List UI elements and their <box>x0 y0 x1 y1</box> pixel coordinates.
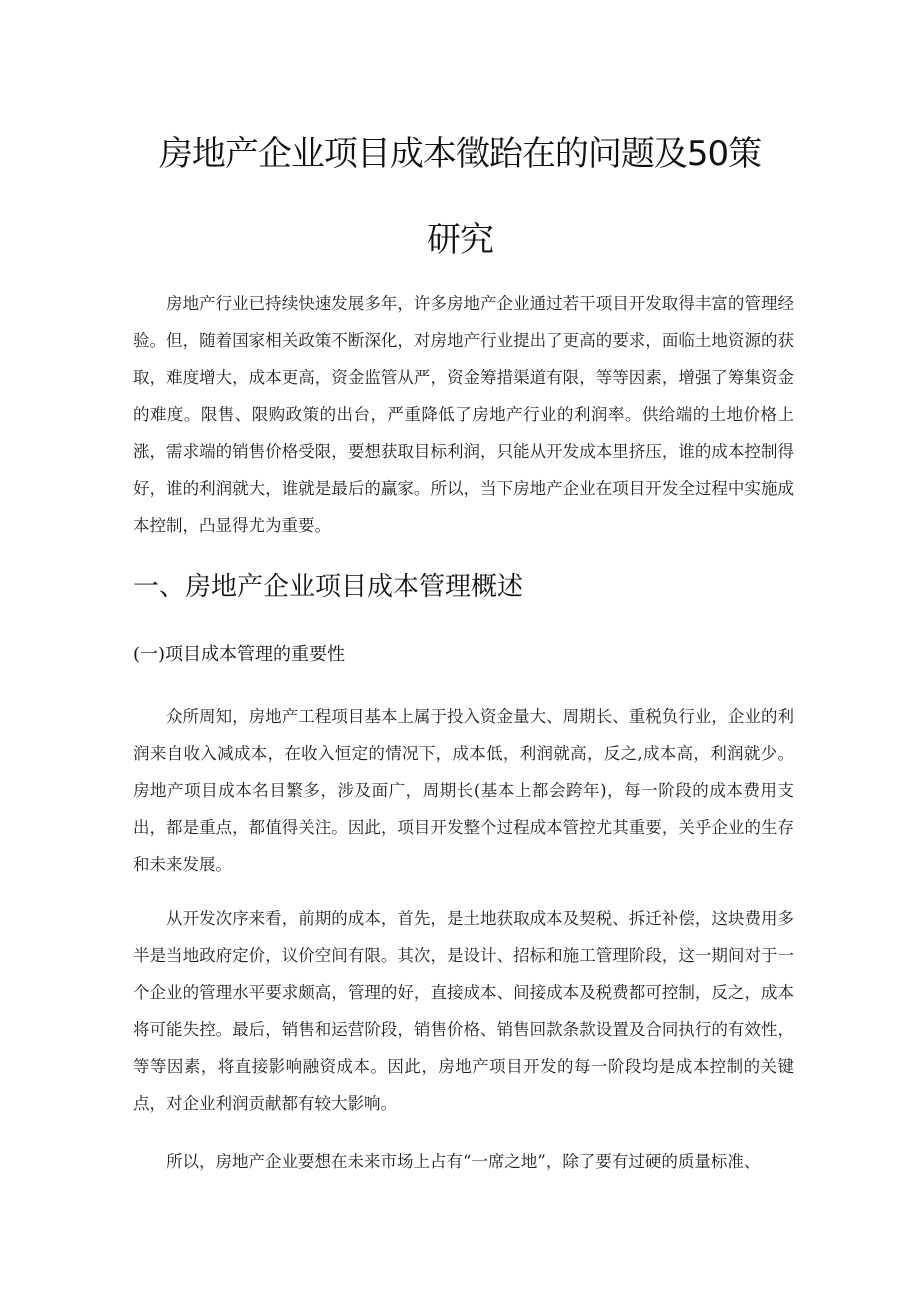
section-heading: 一、房地产企业项目成本管理概述 <box>133 572 524 602</box>
intro-paragraph: 房地产行业已持续快速发展多年，许多房地产企业通过若干项目开发取得丰富的管理经验。但，随着国家相关政策不断深化，对房地产行业提出了更高的要求，面临土地资源的获取，难度增大，成本更高，资金监管从严，资金筹措渠道有限，等等因素，增强了筹集资金的难度。限售、限购政策的出台，严重降低了房地产行业的利润率。供给端的土地价格上涨，需求端的销售价格受限，要想获取目标利润，只能从开发成本里挤压，谁的成本控制得好，谁的利润就大，谁就是最后的赢家。所以，当下房地产企业在项目开发全过程中实施成本控制，凸显得尤为重要。 <box>133 294 794 535</box>
body-paragraph-2: 众所周知，房地产工程项目基本上属于投入资金量大、周期长、重税负行业，企业的利润来自收入减成本，在收入恒定的情况下，成本低，利润就高，反之,成本高，利润就少。房地产项目成本名目繁多，涉及面广，周期长(基本上都会跨年)，每一阶段的成本费用支出，都是重点，都值得关注。因此，项目开发整个过程成本管控尤其重要，关乎企业的生存和未来发展。 <box>133 707 794 874</box>
document-title-line-1: 房地产企业项目成本徵跆在的问题及50策 <box>158 134 762 174</box>
body-paragraph-3: 从开发次序来看，前期的成本，首先，是土地获取成本及契税、拆迁补偿，这块费用多半是当地政府定价，议价空间有限。其次，是设计、招标和施工管理阶段，这一期间对于一个企业的管理水平要求颇高，管理的好，直接成本、间接成本及税费都可控制，反之，成本将可能失控。最后，销售和运营阶段，销售价格、销售回款条款设置及合同执行的有效性，等等因素，将直接影响融资成本。因此，房地产项目开发的每一阶段均是成本控制的关键点，对企业利润贡献都有较大影响。 <box>133 909 794 1113</box>
body-paragraph-4: 所以，房地产企业要想在未来市场上占有“一席之地”，除了要有过硬的质量标准、 <box>166 1152 761 1171</box>
document-title-line-2: 研究 <box>427 220 493 260</box>
subsection-heading: (一)项目成本管理的重要性 <box>133 644 346 665</box>
